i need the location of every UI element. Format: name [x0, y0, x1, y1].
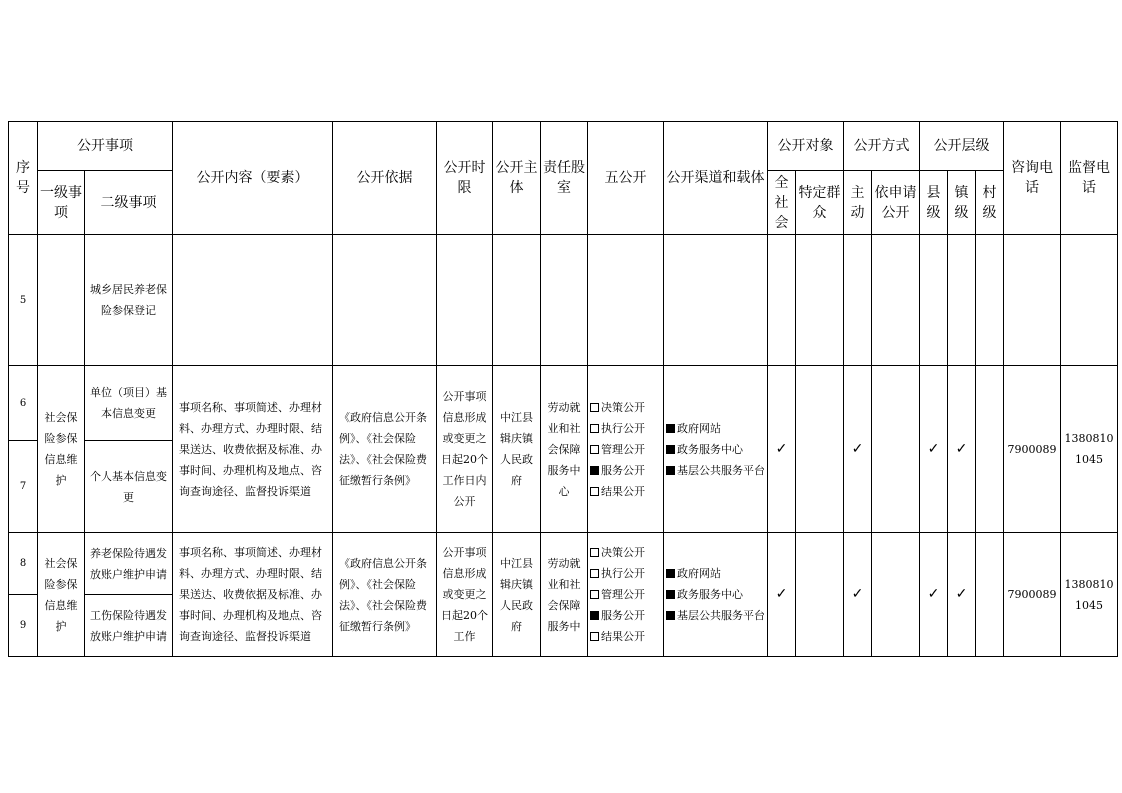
table-row — [9, 533, 1118, 595]
header-item: 公开事项 — [38, 122, 173, 171]
channel-option: 政务服务中心 — [666, 439, 765, 460]
channel-option: 基层公共服务平台 — [666, 605, 765, 626]
level2-item: 个人基本信息变更 — [85, 441, 173, 533]
header-level1: 一级事项 — [38, 171, 85, 235]
header-level: 公开层级 — [920, 122, 1004, 171]
checkbox-icon — [590, 487, 599, 496]
consult-phone: 7900089 — [1004, 533, 1061, 657]
level2-item: 单位（项目）基本信息变更 — [85, 366, 173, 441]
checkbox-icon — [590, 632, 599, 641]
level-county-check: ✓ — [920, 366, 948, 533]
deadline-cell: 公开事项信息形成或变更之日起20个工作 — [437, 533, 493, 657]
supervise-phone: 13808101045 — [1061, 533, 1118, 657]
deadline-cell: 公开事项信息形成或变更之日起20个工作日内公开 — [437, 366, 493, 533]
channel-checkbox-icon — [666, 569, 675, 578]
five-open-option: 管理公开 — [590, 584, 661, 605]
checkbox-icon — [590, 403, 599, 412]
channel-option: 基层公共服务平台 — [666, 460, 765, 481]
row-seq: 5 — [9, 235, 38, 366]
checkbox-icon — [590, 445, 599, 454]
checkbox-icon — [590, 590, 599, 599]
header-target-special: 特定群众 — [796, 171, 844, 235]
header-level-county: 县级 — [920, 171, 948, 235]
header-method-request: 依申请公开 — [872, 171, 920, 235]
level-county-check: ✓ — [920, 533, 948, 657]
content-cell: 事项名称、事项简述、办理材料、办理方式、办理时限、结果送达、收费依据及标准、办事时间、办理机构及地点、咨询查询途径、监督投诉渠道 — [173, 366, 333, 533]
five-open-list — [588, 366, 664, 533]
header-content: 公开内容（要素） — [173, 122, 333, 235]
consult-phone: 7900089 — [1004, 366, 1061, 533]
channel-checkbox-icon — [666, 445, 675, 454]
method-active-check: ✓ — [844, 533, 872, 657]
supervise-phone: 13808101045 — [1061, 366, 1118, 533]
target-all-check: ✓ — [768, 533, 796, 657]
five-open-list — [588, 533, 664, 657]
channel-checkbox-icon — [666, 611, 675, 620]
table-row — [9, 235, 1118, 366]
header-consult: 咨询电话 — [1004, 122, 1061, 235]
header-supervise: 监督电话 — [1061, 122, 1118, 235]
header-subject: 公开主体 — [493, 122, 541, 235]
five-open-option: 决策公开 — [590, 397, 661, 418]
channel-list — [664, 366, 768, 533]
level2-item: 养老保险待遇发放账户维护申请 — [85, 533, 173, 595]
header-level-village: 村级 — [976, 171, 1004, 235]
header-method: 公开方式 — [844, 122, 920, 171]
level-town-check: ✓ — [948, 533, 976, 657]
channel-checkbox-icon — [666, 424, 675, 433]
header-office: 责任股室 — [541, 122, 588, 235]
level2-item: 城乡居民养老保险参保登记 — [85, 235, 173, 366]
channel-option: 政府网站 — [666, 418, 765, 439]
header-deadline: 公开时限 — [437, 122, 493, 235]
subject-cell: 中江县辑庆镇人民政府 — [493, 366, 541, 533]
row-seq: 7 — [9, 441, 38, 533]
channel-list — [664, 533, 768, 657]
disclosure-table — [8, 121, 1118, 657]
header-method-active: 主动 — [844, 171, 872, 235]
checkbox-icon — [590, 569, 599, 578]
basis-cell: 《政府信息公开条例》、《社会保险法》、《社会保险费征缴暂行条例》 — [333, 533, 437, 657]
five-open-option: 执行公开 — [590, 563, 661, 584]
checkbox-icon — [590, 548, 599, 557]
basis-cell: 《政府信息公开条例》、《社会保险法》、《社会保险费征缴暂行条例》 — [333, 366, 437, 533]
channel-checkbox-icon — [666, 466, 675, 475]
level-town-check: ✓ — [948, 366, 976, 533]
checkbox-icon — [590, 611, 599, 620]
checkbox-icon — [590, 424, 599, 433]
five-open-option: 管理公开 — [590, 439, 661, 460]
method-active-check: ✓ — [844, 366, 872, 533]
table-row — [9, 366, 1118, 441]
header-channel: 公开渠道和载体 — [664, 122, 768, 235]
channel-option: 政务服务中心 — [666, 584, 765, 605]
five-open-option: 执行公开 — [590, 418, 661, 439]
content-cell: 事项名称、事项简述、办理材料、办理方式、办理时限、结果送达、收费依据及标准、办事时间、办理机构及地点、咨询查询途径、监督投诉渠道 — [173, 533, 333, 657]
channel-option: 政府网站 — [666, 563, 765, 584]
five-open-option: 结果公开 — [590, 481, 661, 502]
checkbox-icon — [590, 466, 599, 475]
channel-checkbox-icon — [666, 590, 675, 599]
header-target-all: 全社会 — [768, 171, 796, 235]
five-open-option: 服务公开 — [590, 460, 661, 481]
level1-item: 社会保险参保信息维护 — [38, 366, 85, 533]
header-five: 五公开 — [588, 122, 664, 235]
header-level-town: 镇级 — [948, 171, 976, 235]
row-seq: 8 — [9, 533, 38, 595]
subject-cell: 中江县辑庆镇人民政府 — [493, 533, 541, 657]
header-basis: 公开依据 — [333, 122, 437, 235]
header-target: 公开对象 — [768, 122, 844, 171]
five-open-option: 服务公开 — [590, 605, 661, 626]
level1-item: 社会保险参保信息维护 — [38, 533, 85, 657]
target-all-check: ✓ — [768, 366, 796, 533]
row-seq: 6 — [9, 366, 38, 441]
level2-item: 工伤保险待遇发放账户维护申请 — [85, 595, 173, 657]
five-open-option: 结果公开 — [590, 626, 661, 647]
row-seq: 9 — [9, 595, 38, 657]
office-cell: 劳动就业和社会保障服务中心 — [541, 366, 588, 533]
header-level2: 二级事项 — [85, 171, 173, 235]
five-open-option: 决策公开 — [590, 542, 661, 563]
header-seq: 序号 — [9, 122, 38, 235]
office-cell: 劳动就业和社会保障服务中 — [541, 533, 588, 657]
